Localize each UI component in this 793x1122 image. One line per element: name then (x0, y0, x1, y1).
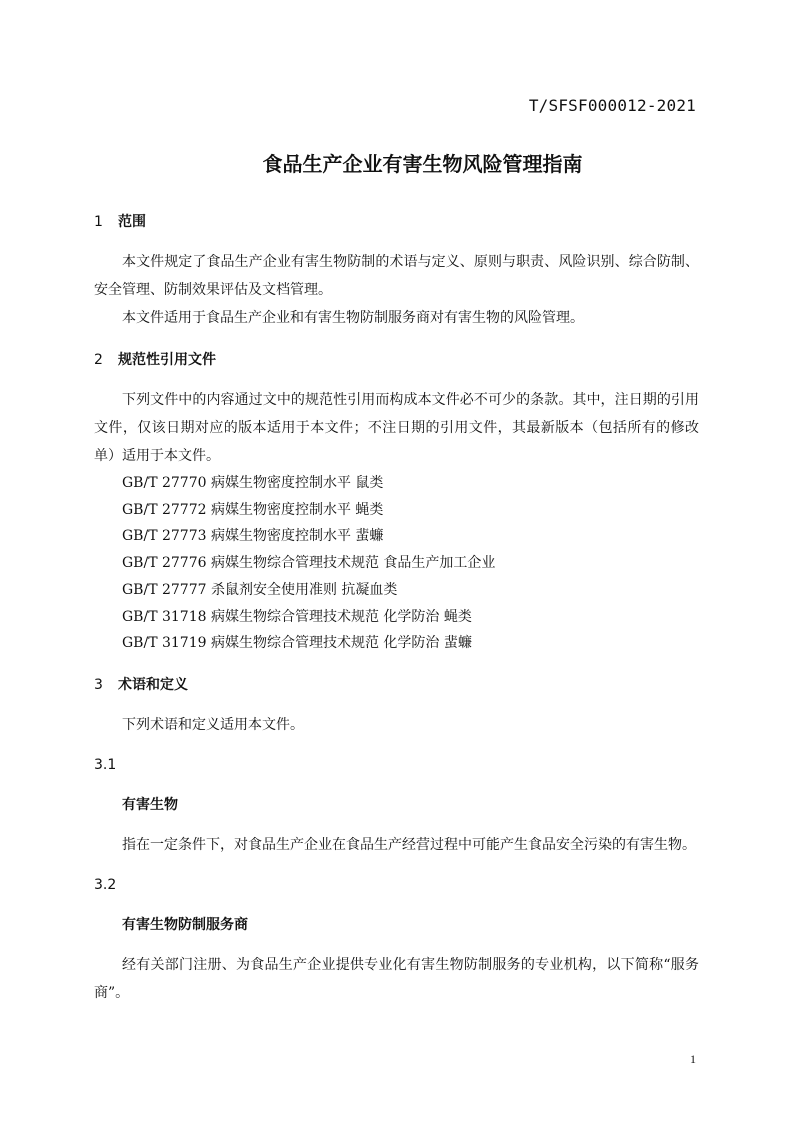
reference-item (94, 577, 699, 604)
paragraph: 下列文件中的内容通过文中的规范性引用而构成本文件必不可少的条款。其中，注日期的引用文件，仅该日期对应的版本适用于本文件；不注日期的引用文件，其最新版本（包括所有的修改单）适用于本文件。 (94, 392, 699, 464)
term-definition: 指在一定条件下，对食品生产企业在食品生产经营过程中可能产生食品安全污染的有害生物。 (122, 836, 696, 853)
paragraph: 下列术语和定义适用本文件。 (122, 716, 304, 733)
reference-code: GB/T 31719 (122, 635, 207, 652)
document-body (94, 208, 699, 1007)
reference-item (94, 630, 699, 657)
term-number: 3.2 (94, 876, 117, 893)
section-title: 术语和定义 (118, 676, 188, 693)
reference-list (94, 470, 699, 657)
section-heading-normative-references (94, 346, 699, 374)
reference-code: GB/T 31718 (122, 608, 207, 625)
section-number: 3 (94, 676, 103, 693)
reference-title: 病媒生物密度控制水平 鼠类 (210, 475, 384, 491)
reference-code: GB/T 27770 (122, 475, 207, 491)
reference-title: 病媒生物密度控制水平 蝇类 (210, 501, 384, 518)
reference-item (94, 470, 699, 497)
reference-item (94, 604, 699, 631)
reference-code: GB/T 27772 (122, 501, 207, 518)
paragraph: 本文件规定了食品生产企业有害生物防制的术语与定义、原则与职责、风险识别、综合防制、安全管理、防制效果评估及文档管理。 (94, 254, 699, 298)
section-number: 2 (94, 352, 103, 368)
reference-title: 病媒生物综合管理技术规范 食品生产加工企业 (210, 555, 496, 572)
reference-title: 病媒生物综合管理技术规范 化学防治 蝇类 (210, 608, 472, 625)
reference-item (94, 497, 699, 524)
term-name: 有害生物 (122, 796, 178, 813)
page-number: 1 (690, 1052, 696, 1066)
reference-item (94, 523, 699, 550)
reference-code: GB/T 27776 (122, 555, 207, 572)
term-definition: 经有关部门注册、为食品生产企业提供专业化有害生物防制服务的专业机构，以下简称“服务商”。 (94, 956, 699, 1001)
term-number: 3.1 (94, 756, 117, 773)
reference-code: GB/T 27773 (122, 528, 207, 545)
document-code: T/SFSF000012-2021 (528, 96, 696, 115)
reference-item (94, 550, 699, 577)
section-heading-scope (94, 208, 699, 236)
term-name: 有害生物防制服务商 (122, 916, 248, 933)
section-title: 规范性引用文件 (118, 352, 216, 368)
section-title: 范围 (118, 214, 146, 230)
reference-title: 病媒生物密度控制水平 蜚蠊 (210, 528, 384, 545)
section-number: 1 (94, 214, 103, 230)
reference-title: 病媒生物综合管理技术规范 化学防治 蜚蠊 (210, 635, 472, 652)
paragraph: 本文件适用于食品生产企业和有害生物防制服务商对有害生物的风险管理。 (122, 310, 584, 326)
reference-title: 杀鼠剂安全使用准则 抗凝血类 (210, 581, 398, 598)
document-title: 食品生产企业有害生物风险管理指南 (262, 152, 583, 176)
section-heading-terms-definitions (94, 671, 699, 699)
reference-code: GB/T 27777 (122, 581, 207, 598)
